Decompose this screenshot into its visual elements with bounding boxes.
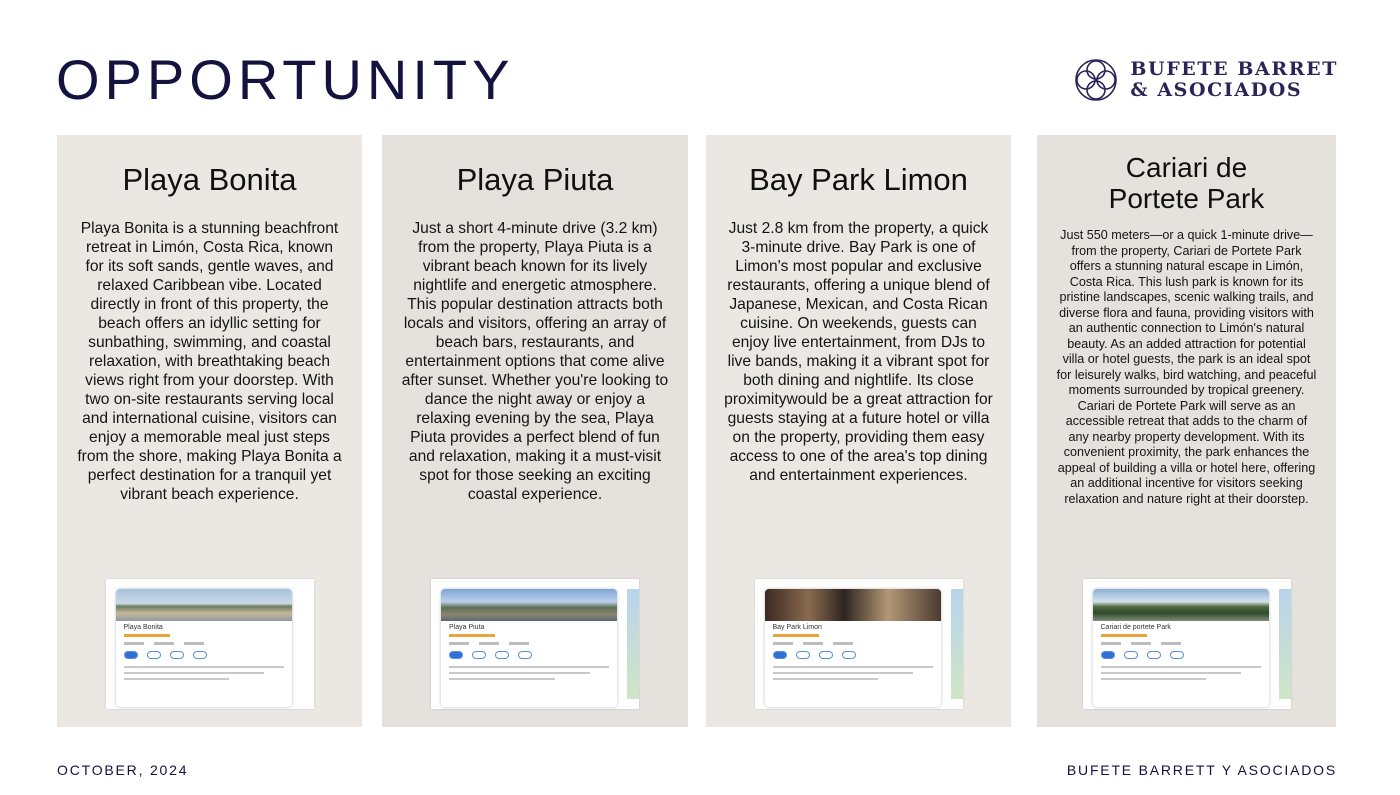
map-place-card (765, 589, 941, 707)
map-tab (1131, 642, 1151, 645)
map-info-line (124, 678, 230, 680)
share-icon (193, 651, 207, 659)
map-info-line (1101, 678, 1207, 680)
map-tab (184, 642, 204, 645)
place-photo (1093, 589, 1269, 621)
map-tab (124, 642, 144, 645)
map-tab (773, 642, 793, 645)
map-place-name: Playa Bonita (123, 624, 163, 631)
save-icon (147, 651, 161, 659)
map-background (951, 589, 963, 699)
map-info-line (449, 672, 590, 674)
map-tab (509, 642, 529, 645)
map-background (627, 589, 639, 699)
map-place-name: Cariari de portete Park (1100, 624, 1171, 631)
rating-stars (1101, 634, 1147, 637)
map-tab (803, 642, 823, 645)
nearby-icon (1147, 651, 1161, 659)
footer-date: OCTOBER, 2024 (57, 762, 189, 778)
map-place-name: Bay Park Limon (772, 624, 822, 631)
map-info-line (1101, 666, 1261, 668)
map-info-line (773, 678, 879, 680)
share-icon (518, 651, 532, 659)
map-screenshot (106, 579, 314, 709)
map-info-line (124, 666, 284, 668)
map-screenshot (431, 579, 639, 709)
place-photo (116, 589, 292, 621)
directions-icon (449, 651, 463, 659)
save-icon (472, 651, 486, 659)
page-title: OPPORTUNITY (56, 48, 515, 111)
brand-name-line1: BUFETE BARRET (1130, 58, 1338, 80)
map-place-card (441, 589, 617, 707)
map-place-name: Playa Piuta (449, 624, 485, 631)
map-info-line (773, 666, 933, 668)
card-description: Just 550 meters—or a quick 1-minute drive—from the property, Cariari de Portete Park offers a stunning natural escape in Limón, Costa Rica. This lush park is known for its pristine landscapes, scenic walking trails, and diverse flora and fauna, providing visitors with an authentic connection to Limón's natural beauty. As an added attraction for potential villa or hotel guests, the park is an ideal spot for leisurely walks, bird watching, and peaceful moments surrounded by tropical greenery. Cariari de Portete Park will serve as an accessible retreat that adds to the charm of any nearby property development. With its convenient proximity, the park enhances the appeal of building a villa or hotel here, offering an additional incentive for visitors seeking relaxation and nature right at their doorstep. (1056, 228, 1317, 506)
map-place-card (1093, 589, 1269, 707)
card-playa-piuta (382, 135, 688, 727)
brand-logo (1074, 58, 1338, 102)
rating-stars (124, 634, 170, 637)
map-tab (833, 642, 853, 645)
directions-icon (124, 651, 138, 659)
card-bay-park-limon (706, 135, 1011, 727)
map-tab (449, 642, 469, 645)
map-place-card (116, 589, 292, 707)
card-title: Bay Park Limon (749, 162, 968, 197)
rating-stars (773, 634, 819, 637)
card-title: Playa Piuta (456, 162, 614, 197)
map-info-line (1101, 672, 1242, 674)
nearby-icon (819, 651, 833, 659)
card-description: Playa Bonita is a stunning beachfront retreat in Limón, Costa Rica, known for its soft sands, gentle waves, and relaxed Caribbean vibe. Located directly in front of this property, the beach offers an idyllic setting for sunbathing, swimming, and coastal relaxation, with breathtaking beach views right from your doorstep. With two on-site restaurants serving local and international cuisine, visitors can enjoy a memorable meal just steps from the shore, making Playa Bonita a perfect destination for a tranquil yet vibrant beach experience. (77, 220, 342, 503)
map-info-line (773, 672, 914, 674)
card-description: Just 2.8 km from the property, a quick 3-minute drive. Bay Park is one of Limon's most popular and exclusive restaurants, offering a unique blend of Japanese, Mexican, and Costa Rican cuisine. On weekends, guests can enjoy live entertainment, from DJs to live bands, making it a vibrant spot for both dining and nightlife. Its close proximitywould be a great attraction for guests staying at a future hotel or villa on the property, providing them easy access to one of the area's top dining and entertainment experiences. (724, 220, 993, 484)
map-tab (479, 642, 499, 645)
card-title: Playa Bonita (122, 162, 297, 197)
save-icon (1124, 651, 1138, 659)
nearby-icon (495, 651, 509, 659)
map-tab (1101, 642, 1121, 645)
map-info-line (449, 666, 609, 668)
map-tab (154, 642, 174, 645)
footer-brand: BUFETE BARRETT Y ASOCIADOS (1066, 762, 1337, 778)
card-cariari-de-portete-park (1037, 135, 1336, 727)
rating-stars (449, 634, 495, 637)
map-background (1279, 589, 1291, 699)
share-icon (1170, 651, 1184, 659)
brand-name-line2: & ASOCIADOS (1130, 79, 1303, 101)
directions-icon (1101, 651, 1115, 659)
place-photo (765, 589, 941, 621)
brand-emblem-icon (1074, 58, 1118, 102)
map-info-line (449, 678, 555, 680)
card-description: Just a short 4-minute drive (3.2 km) from the property, Playa Piuta is a vibrant beach known for its lively nightlife and energetic atmosphere. This popular destination attracts both locals and visitors, offering an array of beach bars, restaurants, and entertainment options that come alive after sunset. Whether you're looking to dance the night away or enjoy a relaxing evening by the sea, Playa Piuta provides a perfect blend of fun and relaxation, making it a must-visit spot for those seeking an exciting coastal experience. (401, 220, 669, 503)
directions-icon (773, 651, 787, 659)
map-screenshot (755, 579, 963, 709)
save-icon (796, 651, 810, 659)
map-tab (1161, 642, 1181, 645)
map-info-line (124, 672, 265, 674)
map-screenshot (1083, 579, 1291, 709)
nearby-icon (170, 651, 184, 659)
card-title: Cariari de Portete Park (1108, 152, 1265, 214)
place-photo (441, 589, 617, 621)
card-playa-bonita (57, 135, 362, 727)
share-icon (842, 651, 856, 659)
